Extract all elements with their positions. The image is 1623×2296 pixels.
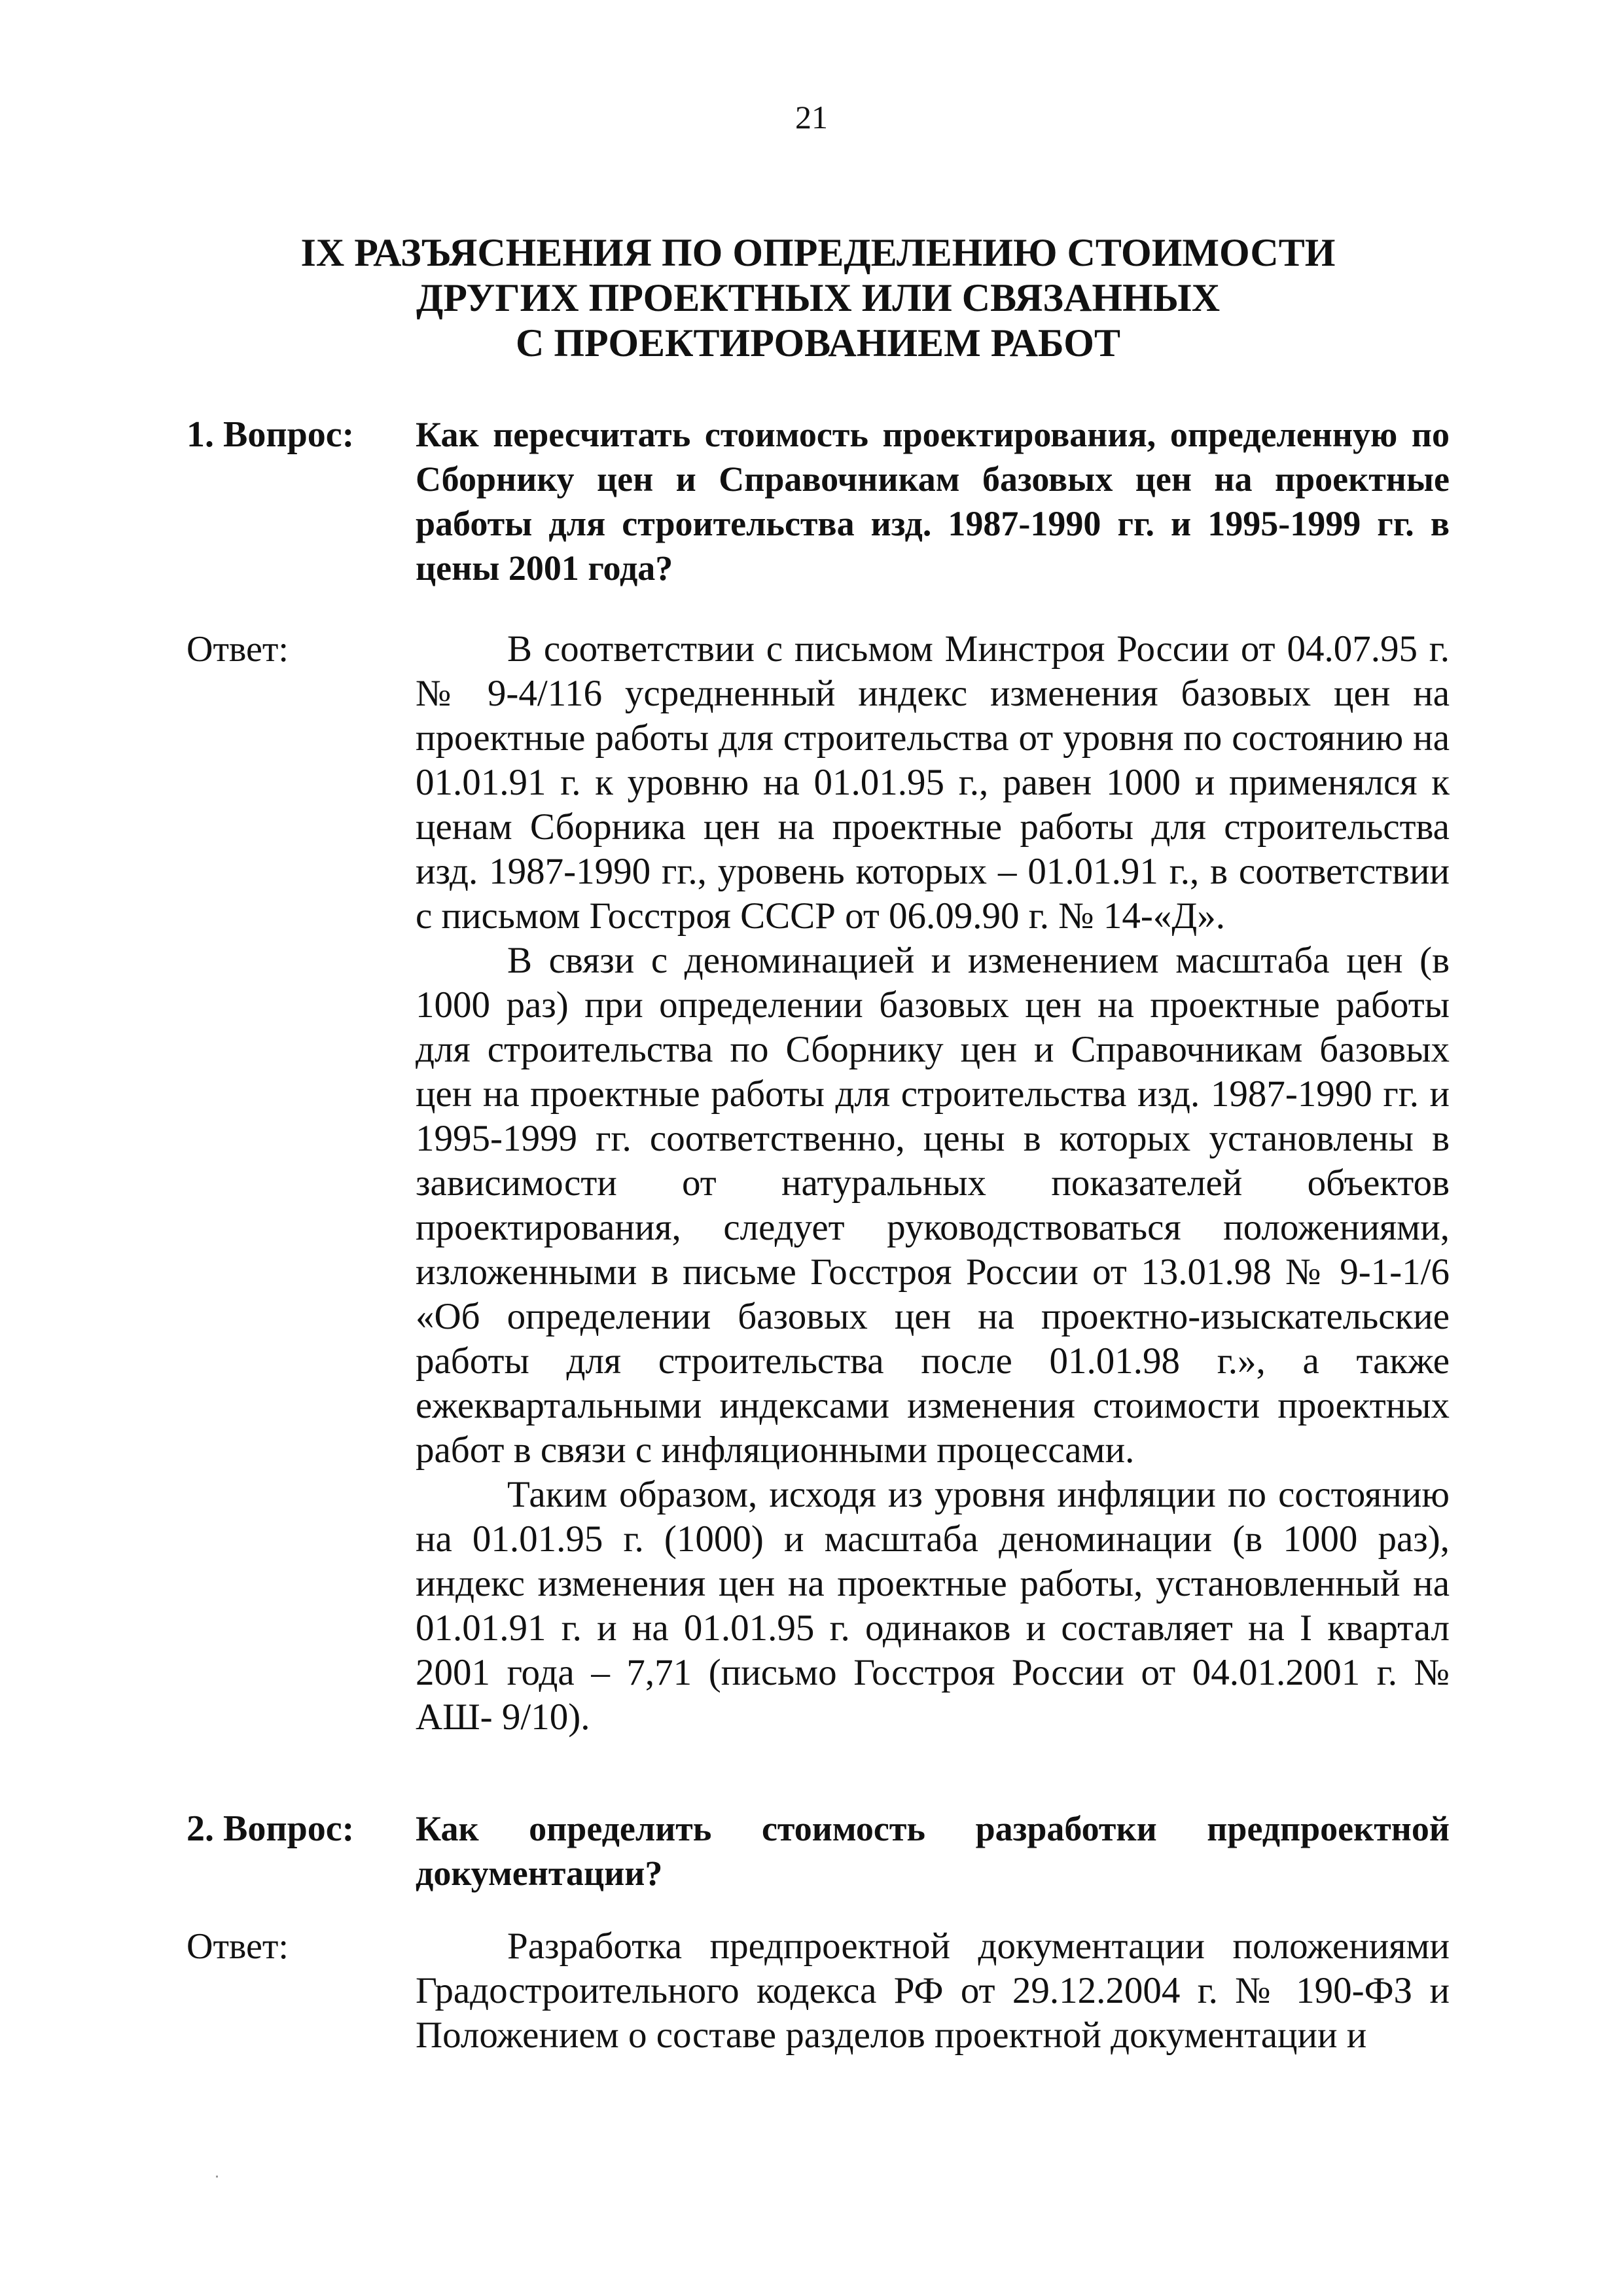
question-2 (187, 1806, 1450, 1895)
answer-1-paragraph-1: В соответствии с письмом Минстроя России от 04.07.95 г. № 9-4/116 усредненный индекс изменения базовых цен на проектные работы для строительства от уровня по состоянию на 01.01.91 г. к уровню на 01.01.95 г., равен 1000 и применялся к ценам Сборника цен на проектные работы для строительства изд. 1987-1990 гг., уровень которых – 01.01.91 г., в соответствии с письмом Госстроя СССР от 06.09.90 г. № 14-«Д». (416, 628, 1450, 937)
question-1-text: Как пересчитать стоимость проектирования, определенную по Сборнику цен и Справочникам базовых цен на проектные работы для строительства изд. 1987-1990 гг. и 1995-1999 гг. в цены 2001 года? (416, 415, 1450, 588)
answer-1-body (416, 627, 1450, 1740)
answer-1-paragraph-3: Таким образом, исходя из уровня инфляции по состоянию на 01.01.95 г. (1000) и масштаба деноминации (в 1000 раз), индекс изменения цен на проектные работы, установленный на 01.01.91 г. и на 01.01.95 г. одинаков и составляет на I квартал 2001 года – 7,71 (письмо Госстроя России от 04.01.2001 г. № АШ- 9/10). (416, 1474, 1450, 1738)
page-number: 21 (795, 99, 828, 135)
answer-1-paragraph-2: В связи с деноминацией и изменением масштаба цен (в 1000 раз) при определении базовых цен на проектные работы для строительства по Сборнику цен и Справочникам базовых цен на проектные работы для строительства изд. 1987-1990 гг. и 1995-1999 гг. соответственно, цены в которых установлены в зависимости от натуральных показателей объектов проектирования, следует руководствоваться положениями, изложенными в письме Госстроя России от 13.01.98 № 9-1-1/6 «Об определении базовых цен на проектно-изыскательские работы для строительства после 01.01.98 г.», а также ежеквартальными индексами изменения стоимости проектных работ в связи с инфляционными процессами. (416, 940, 1450, 1471)
question-1-label: 1. Вопрос: (187, 414, 355, 455)
section-heading-line-3: С ПРОЕКТИРОВАНИЕМ РАБОТ (516, 321, 1120, 365)
answer-2-label: Ответ: (187, 1926, 289, 1967)
answer-2-body (416, 1924, 1450, 2058)
answer-1-label: Ответ: (187, 629, 289, 670)
section-heading-line-2: ДРУГИХ ПРОЕКТНЫХ ИЛИ СВЯЗАННЫХ (416, 276, 1221, 319)
section-heading (196, 230, 1440, 366)
scan-speck (216, 2176, 218, 2178)
answer-2 (187, 1924, 1450, 2058)
question-2-label: 2. Вопрос: (187, 1808, 355, 1849)
answer-1 (187, 627, 1450, 1740)
section-heading-line-1: IX РАЗЪЯСНЕНИЯ ПО ОПРЕДЕЛЕНИЮ СТОИМОСТИ (300, 231, 1336, 274)
question-2-text: Как определить стоимость разработки предпроектной документации? (416, 1809, 1450, 1893)
question-1 (187, 412, 1450, 590)
answer-2-paragraph-1: Разработка предпроектной документации положениями Градостроительного кодекса РФ от 29.12.2004 г. № 190-ФЗ и Положением о составе разделов проектной документации и (416, 1926, 1450, 2056)
